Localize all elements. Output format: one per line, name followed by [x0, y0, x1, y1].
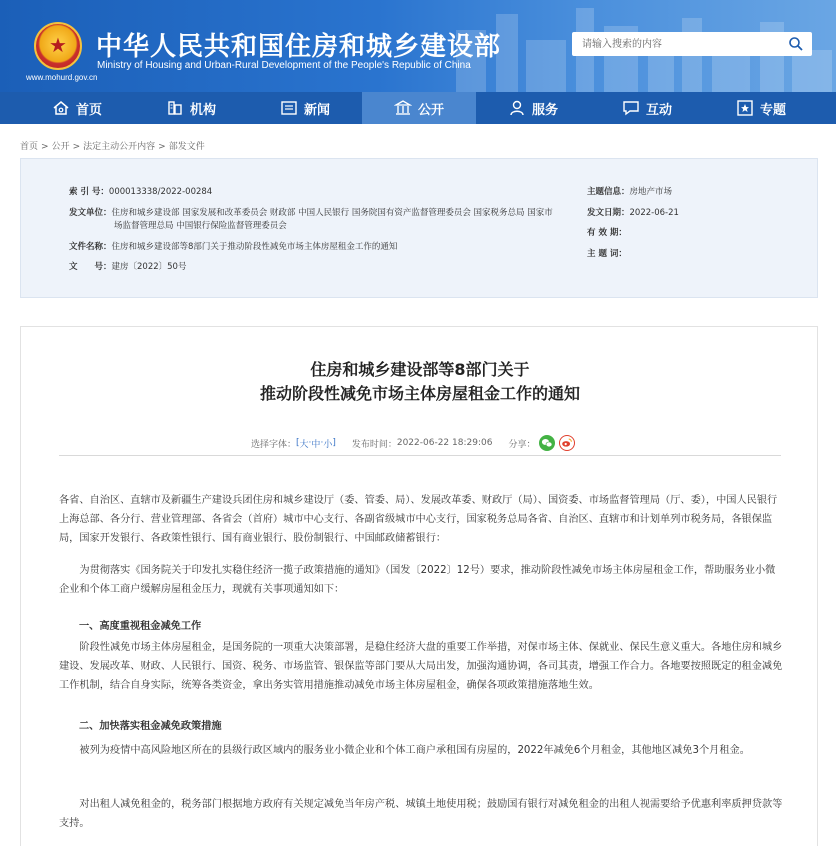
meta-valid-row [587, 227, 627, 239]
meta-issuer-value-2: 场监督管理总局 中国银行保险监督管理委员会 [114, 221, 287, 231]
meta-issuer-row-2 [114, 220, 287, 232]
share-label: 分享： [508, 439, 536, 450]
breadcrumb-open[interactable]: 公开 [51, 142, 70, 152]
meta-issuer-value: 住房和城乡建设部 国家发展和改革委员会 财政部 中国人民银行 国务院国有资产监督管理委员会 国家税务总局 国家市 [111, 208, 553, 218]
meta-issuer-label: 发文单位： [69, 208, 112, 218]
meta-filename-value: 住房和城乡建设部等8部门关于推动阶段性减免市场主体房屋租金工作的通知 [111, 242, 398, 252]
meta-keywords-row [587, 248, 627, 260]
section-heading-2: 二、加快落实租金减免政策措施 [79, 721, 222, 732]
nav-interaction[interactable] [590, 92, 704, 124]
nav-news[interactable] [248, 92, 362, 124]
article-container [20, 326, 818, 846]
service-icon [508, 99, 526, 117]
nav-home-label: 首页 [75, 102, 102, 118]
site-url: www.mohurd.gov.cn [26, 73, 98, 82]
meta-topic-row [587, 186, 672, 198]
document-metadata-panel [20, 158, 818, 298]
meta-index-label: 索 引 号： [69, 187, 109, 197]
publish-time-label: 发布时间： [351, 439, 397, 450]
meta-valid-label: 有 效 期： [587, 228, 627, 238]
nav-service[interactable] [476, 92, 590, 124]
paragraph-intro: 为贯彻落实《国务院关于印发扎实稳住经济一揽子政策措施的通知》（国发〔2022〕12号）要求，推动阶段性减免市场主体房屋租金工作，帮助服务业小微企业和个体工商户缓解房屋租金压力，现就有关事项通知如下： [59, 565, 776, 595]
nav-topics-label: 专题 [759, 102, 786, 118]
article-toolbar [251, 435, 575, 451]
meta-filename-row [69, 241, 397, 253]
paragraph-section-2b: 对出租人减免租金的，税务部门根据地方政府有关规定减免当年房产税、城镇土地使用税；鼓励国有银行对减免租金的出租人视需要给予优惠利率质押贷款等支持。 [59, 799, 783, 829]
breadcrumb-home[interactable]: 首页 [20, 142, 39, 152]
meta-topic-label: 主题信息： [587, 187, 630, 197]
nav-agency-label: 机构 [189, 102, 216, 118]
meta-date-label: 发文日期： [587, 208, 630, 218]
home-icon [52, 99, 70, 117]
nav-open-gov[interactable] [362, 92, 476, 124]
breadcrumb-separator: > [72, 142, 81, 152]
meta-date-row [587, 207, 679, 219]
font-medium-button[interactable]: 中 [311, 439, 321, 450]
search-box [572, 32, 812, 56]
nav-home[interactable] [20, 92, 134, 124]
font-bracket-close: ] [332, 438, 336, 448]
publish-time-value: 2022-06-22 18:29:06 [396, 438, 493, 448]
meta-date-value: 2022-06-21 [629, 208, 679, 218]
news-icon [280, 99, 298, 117]
title-divider [59, 455, 781, 456]
breadcrumb-separator: > [158, 142, 166, 152]
article-title-line-2: 推动阶段性减免市场主体房屋租金工作的通知 [259, 384, 580, 403]
font-separator: · [308, 438, 312, 448]
open-gov-icon [394, 99, 412, 117]
font-size-label: 选择字体： [251, 439, 297, 450]
site-title[interactable]: 中华人民共和国住房和城乡建设部 [96, 32, 502, 62]
nav-open-gov-label: 公开 [417, 102, 444, 118]
breadcrumb [20, 139, 205, 152]
breadcrumb-separator: > [41, 142, 49, 152]
paragraph-section-1: 阶段性减免市场主体房屋租金，是国务院的一项重大决策部署，是稳住经济大盘的重要工作举措，对保市场主体、保就业、保民生意义重大。各地住房和城乡建设、发展改革、财政、人民银行、国资、税务、市场监管、银保监等部门要从大局出发，加强沟通协调，各司其责，增强工作合力。各地要按照既定的租金减免工作机制，结合自身实际，统筹各类资金，拿出务实管用措施推动减免市场主体房屋租金，确保各项政策措施落地生效。 [59, 642, 783, 691]
nav-service-label: 服务 [531, 102, 558, 118]
article-title-line-1: 住房和城乡建设部等8部门关于 [310, 360, 530, 379]
search-icon[interactable] [788, 36, 804, 52]
nav-agency[interactable] [134, 92, 248, 124]
section-heading-1: 一、高度重视租金减免工作 [79, 621, 202, 632]
site-subtitle: Ministry of Housing and Urban-Rural Development of the People's Republic of China [97, 60, 471, 71]
main-nav [0, 92, 836, 124]
meta-docno-row [69, 261, 186, 273]
chat-icon [622, 99, 640, 117]
nav-topics[interactable] [704, 92, 818, 124]
font-small-button[interactable]: 小 [323, 439, 333, 450]
meta-docno-value: 建房〔2022〕50号 [111, 262, 187, 272]
breadcrumb-ministry-docs[interactable]: 部发文件 [168, 142, 205, 152]
font-large-button[interactable]: 大 [299, 439, 309, 450]
wechat-share-icon[interactable] [539, 435, 555, 451]
site-header [0, 0, 836, 92]
meta-filename-label: 文件名称： [69, 242, 112, 252]
font-bracket-open: [ [296, 438, 300, 448]
meta-topic-value: 房地产市场 [629, 187, 673, 197]
nav-interaction-label: 互动 [645, 102, 672, 118]
topic-icon [736, 99, 754, 117]
nav-news-label: 新闻 [303, 102, 330, 118]
breadcrumb-statutory[interactable]: 法定主动公开内容 [83, 142, 156, 152]
paragraph-section-2a: 被列为疫情中高风险地区所在的县级行政区域内的服务业小微企业和个体工商户承租国有房屋的，2022年减免6个月租金，其他地区减免3个月租金。 [79, 745, 750, 756]
meta-keywords-label: 主 题 词： [587, 249, 627, 259]
meta-issuer-row [69, 207, 579, 219]
meta-index-row [69, 186, 212, 198]
font-separator: · [320, 438, 324, 448]
weibo-share-icon[interactable] [559, 435, 575, 451]
meta-index-value: 000013338/2022-00284 [108, 187, 213, 197]
building-icon [166, 99, 184, 117]
meta-docno-label: 文 号： [69, 262, 112, 272]
search-input[interactable] [572, 33, 772, 57]
national-emblem-icon[interactable]: ★ [34, 22, 82, 70]
paragraph-addressee: 各省、自治区、直辖市及新疆生产建设兵团住房和城乡建设厅（委、管委、局）、发展改革委、财政厅（局）、国资委、市场监督管理局（厅、委），中国人民银行上海总部、各分行、营业管理部、各省会（首府）城市中心支行、各副省级城市中心支行，国家税务总局各省、自治区、直辖市和计划单列市税务局，各银保监局，国家开发银行、各政策性银行、国有商业银行、股份制银行、中国邮政储蓄银行： [59, 495, 778, 544]
